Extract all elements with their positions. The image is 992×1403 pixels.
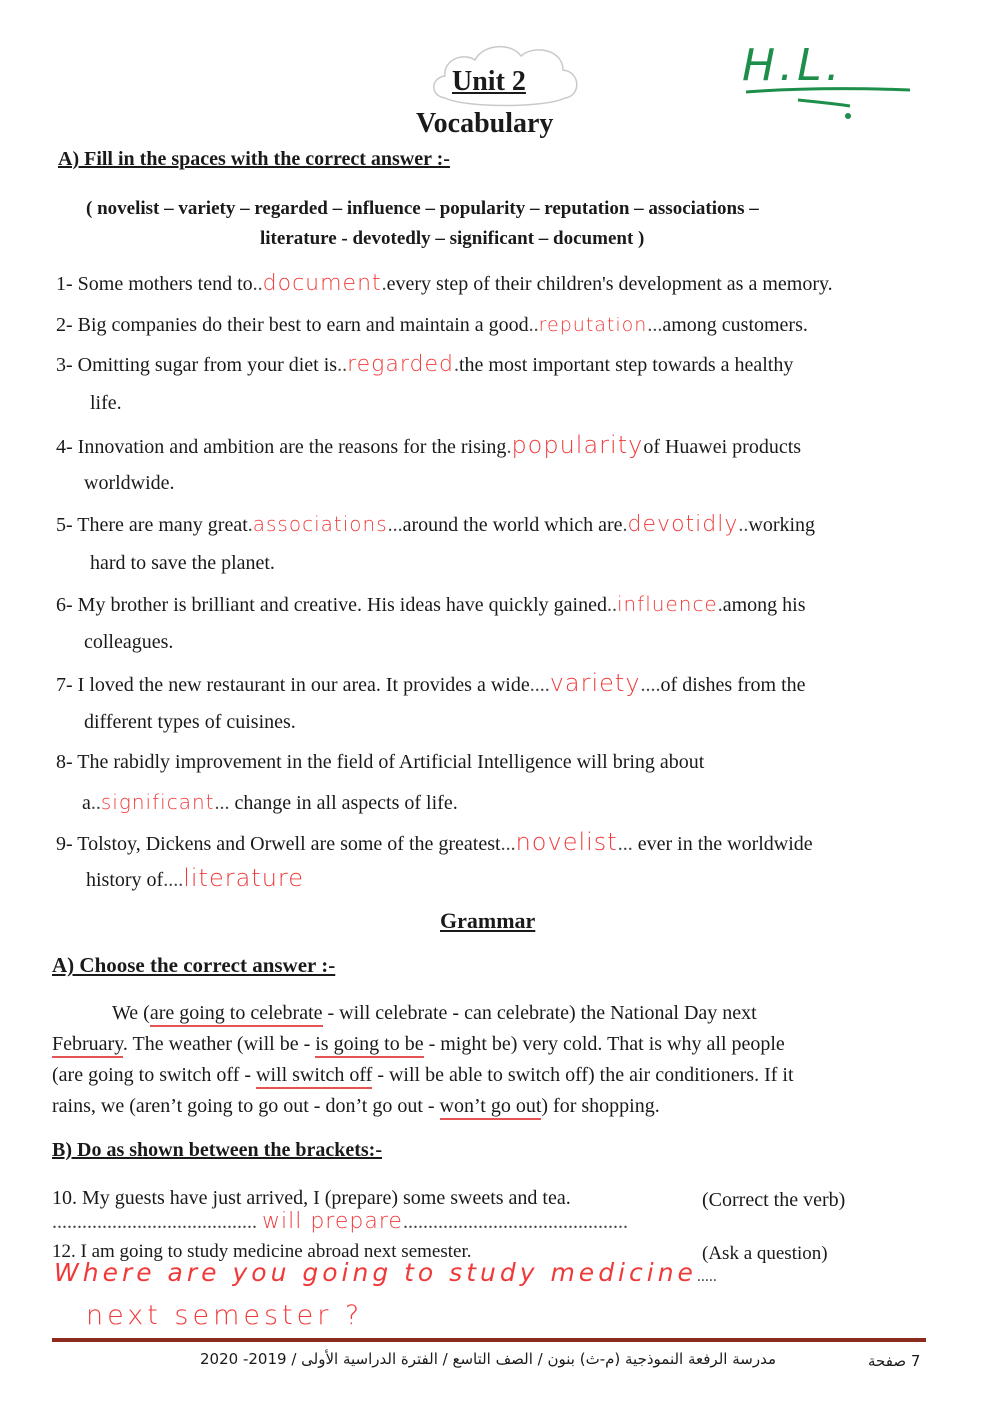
page-number: 7 صفحة: [868, 1352, 921, 1370]
item-text: a: [82, 792, 91, 814]
answer: devotidly: [627, 512, 739, 537]
word-bank-line2: literature - devotedly – significant – document ): [260, 228, 645, 249]
chosen-answer: won’t go out: [440, 1095, 542, 1120]
text: ) for shopping.: [541, 1095, 660, 1117]
answer: novelist: [515, 828, 618, 856]
chosen-answer: are going to celebrate: [150, 1002, 323, 1027]
item-text: of Huawei products: [643, 436, 802, 458]
answer: will prepare: [262, 1209, 403, 1234]
chosen-answer: is going to be: [315, 1033, 423, 1058]
item-text: 2- Big companies do their best to earn and maintain a good: [56, 314, 529, 336]
answer-line-12-cont: next semester ?: [86, 1300, 364, 1331]
vocab-item-6-cont: colleagues.: [84, 631, 174, 653]
vocab-item-9-cont: history of....literature: [86, 864, 305, 892]
item-text: 6- My brother is brilliant and creative. His ideas have quickly gained: [56, 594, 607, 616]
vocab-item-7: 7- I loved the new restaurant in our area. It provides a wide....variety....of dishes from the: [56, 669, 806, 697]
teacher-mark: H.L.: [742, 40, 844, 91]
grammar-title: Grammar: [440, 908, 536, 933]
item-text: 3- Omitting sugar from your diet is: [56, 354, 338, 376]
item-text: 5- There are many great: [56, 514, 248, 536]
answer: Where are you going to study medicine: [54, 1258, 697, 1287]
grammar-para-line2: [52, 1032, 785, 1056]
item-text: 9- Tolstoy, Dickens and Orwell are some of the greatest: [56, 833, 501, 855]
answer: popularity: [511, 431, 644, 459]
item-text: around the world which are: [402, 514, 623, 536]
grammar-para-line4: [52, 1094, 660, 1118]
answer-line-10: ......................................... will prepare.............................................: [52, 1209, 628, 1234]
vocabulary-title: Vocabulary: [416, 108, 554, 139]
vocab-heading: A) Fill in the spaces with the correct answer :-: [58, 148, 450, 170]
item-text: among customers.: [662, 314, 808, 336]
vocab-item-6: 6- My brother is brilliant and creative. His ideas have quickly gained..influence.among his: [56, 592, 806, 616]
item-text: ever in the worldwide: [637, 833, 813, 855]
text: - might be) very cold. That is why all people: [423, 1033, 785, 1055]
vocab-item-7-cont: different types of cuisines.: [84, 711, 296, 733]
question-10: 10. My guests have just arrived, I (prepare) some sweets and tea.: [52, 1187, 571, 1209]
footer-rule: [52, 1338, 926, 1342]
item-text: the most important step towards a healthy: [458, 354, 794, 376]
vocab-item-5-cont: hard to save the planet.: [90, 552, 275, 574]
question-12-instruction: (Ask a question): [702, 1243, 828, 1264]
item-text: change in all aspects of life.: [234, 792, 458, 814]
text: February: [52, 1033, 123, 1058]
vocab-item-5: 5- There are many great.associations...around the world which are.devotidly..working: [56, 512, 816, 537]
vocab-item-4: 4- Innovation and ambition are the reasons for the rising.popularityof Huawei products: [56, 431, 802, 459]
vocab-item-3-cont: life.: [90, 392, 122, 414]
text: rains, we (aren’t going to go out - don’t go out -: [52, 1095, 440, 1117]
text: - will celebrate - can celebrate) the National Day next: [322, 1002, 757, 1024]
answer: associations: [252, 512, 388, 536]
chosen-answer: will switch off: [256, 1064, 372, 1089]
item-text: 4- Innovation and ambition are the reasons for the rising: [56, 436, 507, 458]
item-text: of dishes from the: [660, 674, 806, 696]
text: - will be able to switch off) the air conditioners. If it: [372, 1064, 794, 1086]
answer: literature: [183, 864, 305, 892]
do-heading: B) Do as shown between the brackets:-: [52, 1139, 382, 1161]
question-12: 12. I am going to study medicine abroad next semester.: [52, 1241, 472, 1262]
answer: reputation: [538, 314, 648, 336]
text: (are going to switch off -: [52, 1064, 257, 1086]
answer: variety: [549, 669, 641, 697]
item-text: history of: [86, 869, 164, 891]
vocab-item-8: 8- The rabidly improvement in the field of Artificial Intelligence will bring about: [56, 751, 705, 773]
vocab-item-1: 1- Some mothers tend to..document.every step of their children's development as a memory.: [56, 271, 833, 296]
grammar-para-line1: [112, 1001, 757, 1025]
answer: regarded: [347, 352, 454, 377]
vocab-item-4-cont: worldwide.: [84, 472, 175, 494]
answer: document: [262, 271, 382, 296]
item-text: among his: [722, 594, 806, 616]
footer-text: مدرسة الرفعة النموذجية (م-ث) بنون / الصف التاسع / الفترة الدراسية الأولى / 2019- 2020: [200, 1350, 776, 1368]
answer-line-12: Where are you going to study medicine.....: [54, 1258, 717, 1287]
item-text: every step of their children's development as a memory.: [386, 273, 833, 295]
choose-heading: A) Choose the correct answer :-: [52, 953, 336, 977]
item-text: 1- Some mothers tend to: [56, 273, 253, 295]
teacher-mark-underline: [738, 82, 918, 122]
question-10-instruction: (Correct the verb): [702, 1189, 846, 1211]
unit-title: Unit 2: [452, 66, 526, 97]
vocab-item-9: 9- Tolstoy, Dickens and Orwell are some of the greatest...novelist... ever in the worldwide: [56, 828, 813, 856]
item-text: working: [748, 514, 816, 536]
vocab-item-3: 3- Omitting sugar from your diet is..regarded.the most important step towards a healthy: [56, 352, 794, 377]
answer: influence: [616, 592, 718, 616]
word-bank-line1: ( novelist – variety – regarded – influence – popularity – reputation – associations –: [86, 198, 759, 219]
item-text: 7- I loved the new restaurant in our area. It provides a wide: [56, 674, 530, 696]
vocab-item-8-cont: a..significant... change in all aspects of life.: [82, 790, 458, 814]
vocab-item-2: 2- Big companies do their best to earn and maintain a good..reputation...among customers.: [56, 314, 808, 336]
grammar-para-line3: [52, 1063, 794, 1087]
answer: significant: [100, 790, 215, 814]
text: . The weather (will be -: [122, 1033, 316, 1055]
text: We (: [112, 1002, 150, 1024]
